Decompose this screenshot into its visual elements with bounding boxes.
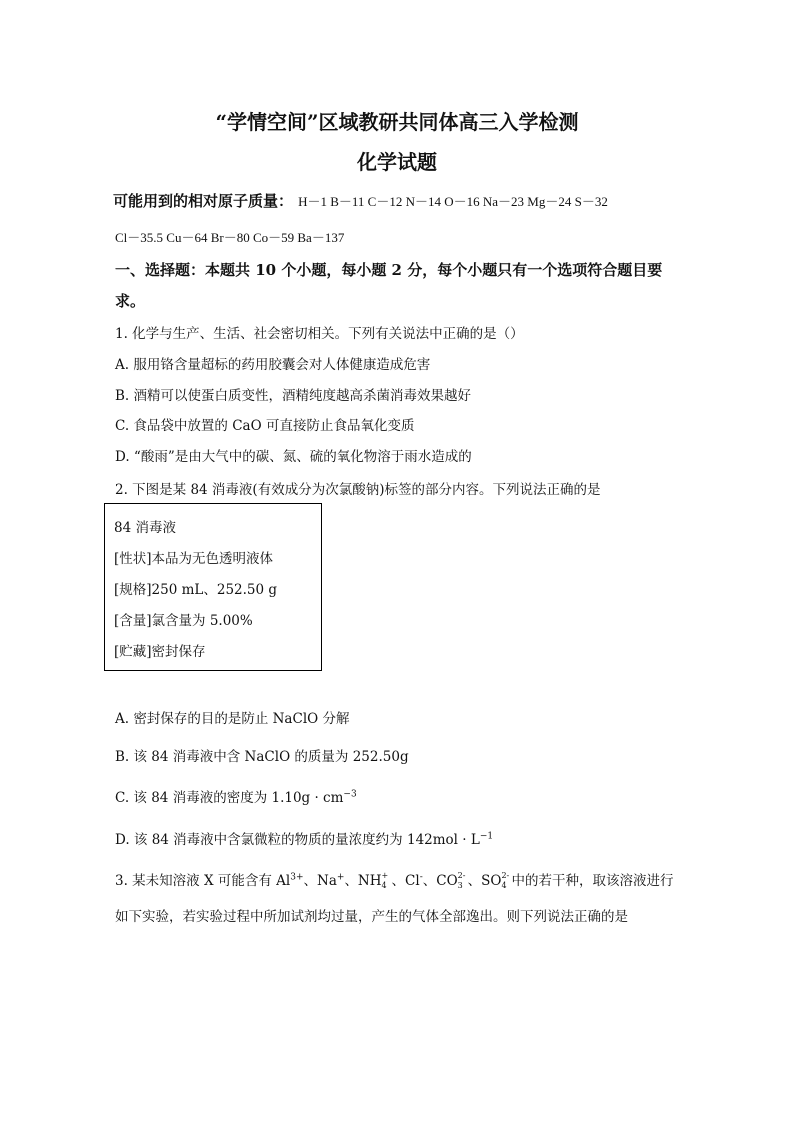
ion-charge: + <box>336 872 345 883</box>
q2-option-c-exponent: −3 <box>343 789 357 800</box>
label-line: [贮藏]密封保存 <box>114 644 206 660</box>
q3-text: 3. 某未知溶液 X 可能含有 Al <box>115 873 291 889</box>
label-line: 84 消毒液 <box>114 520 176 536</box>
q2-option-d-exponent: −1 <box>479 831 494 842</box>
ion-charge: 3+ <box>290 872 304 883</box>
q3-stem <box>115 869 673 889</box>
q2-option-b: B. 该 84 消毒液中含 NaClO 的质量为 252.50g <box>115 749 409 765</box>
exam-subject: 化学试题 <box>357 150 437 174</box>
ion-subscript: 3 <box>457 880 463 890</box>
q1-option-c: C. 食品袋中放置的 CaO 可直接防止食品氧化变质 <box>115 418 415 434</box>
q1-option-d: D. “酸雨”是由大气中的碳、氮、硫的氧化物溶于雨水造成的 <box>115 449 472 465</box>
q1-option-b: B. 酒精可以使蛋白质变性，酒精纯度越高杀菌消毒效果越好 <box>115 388 472 404</box>
ion-script <box>457 870 468 890</box>
atomic-mass-values-2: Cl－35.5 Cu－64 Br－80 Co－59 Ba－137 <box>115 230 345 245</box>
section-heading-cont: 求。 <box>115 292 146 310</box>
q3-text: 、CO <box>422 873 458 889</box>
q3-text: 、NH <box>344 873 382 889</box>
atomic-mass-label: 可能用到的相对原子质量： <box>113 192 294 210</box>
q2-option-a: A. 密封保存的目的是防止 NaClO 分解 <box>115 711 350 727</box>
q3-text: 、Na <box>303 873 337 889</box>
q2-option-c <box>115 786 357 806</box>
q2-stem: 2. 下图是某 84 消毒液(有效成分为次氯酸钠)标签的部分内容。下列说法正确的是 <box>115 482 601 498</box>
ion-charge: - <box>419 872 423 883</box>
label-line: [规格]250 mL、252.50 g <box>114 582 278 598</box>
atomic-mass-row <box>113 190 608 211</box>
label-line: [性状]本品为无色透明液体 <box>114 551 274 567</box>
q3-text: 、Cl <box>391 873 420 889</box>
product-label-box <box>104 503 322 671</box>
q2-option-d <box>115 828 493 848</box>
q1-option-a: A. 服用铬含量超标的药用胶囊会对人体健康造成危害 <box>115 357 431 373</box>
q3-text: 中的若干种，取该溶液进行 <box>511 873 674 889</box>
label-line: [含量]氯含量为 5.00% <box>114 613 253 629</box>
ion-script <box>501 870 511 890</box>
q1-stem: 1. 化学与生产、生活、社会密切相关。下列有关说法中正确的是（） <box>115 326 524 342</box>
q3-stem-cont: 如下实验，若实验过程中所加试剂均过量，产生的气体全部逸出。则下列说法正确的是 <box>115 909 628 925</box>
ion-charge: 2- <box>457 870 466 880</box>
atomic-mass-values-1: H－1 B－11 C－12 N－14 O－16 Na－23 Mg－24 S－32 <box>298 194 608 209</box>
q2-option-c-text: C. 该 84 消毒液的密度为 1.10g · cm <box>115 790 344 806</box>
ion-script <box>381 870 392 890</box>
exam-title: “学情空间”区域教研共同体高三入学检测 <box>215 110 579 134</box>
ion-subscript: 4 <box>501 880 507 890</box>
ion-charge: + <box>381 870 389 880</box>
ion-subscript: 4 <box>381 880 387 890</box>
q2-option-d-text: D. 该 84 消毒液中含氯微粒的物质的量浓度约为 142mol · L <box>115 832 480 848</box>
section-heading: 一、选择题：本题共 10 个小题，每小题 2 分，每个小题只有一个选项符合题目要 <box>115 261 663 279</box>
q3-text: 、SO <box>467 873 502 889</box>
ion-charge: 2- <box>501 870 510 880</box>
